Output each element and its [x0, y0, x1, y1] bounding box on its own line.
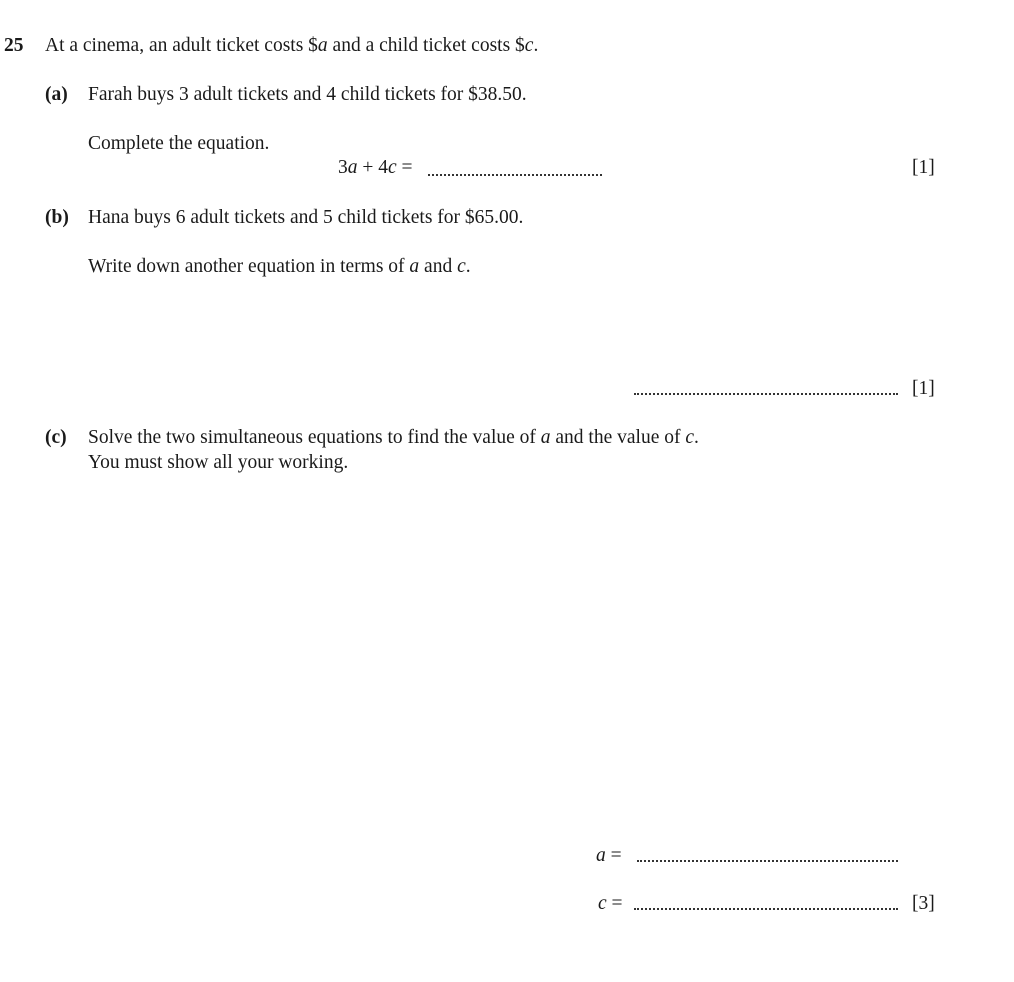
- instr-text-3: .: [465, 256, 471, 277]
- stem-text-2: and a child ticket costs $: [327, 35, 525, 56]
- answer-c-var: c: [598, 893, 607, 914]
- instr-var-c: c: [457, 256, 466, 277]
- part-a-answer-line[interactable]: [428, 174, 602, 176]
- c-text-3: .: [694, 427, 699, 448]
- part-b-label: (b): [45, 207, 69, 228]
- answer-a-label: [596, 846, 622, 866]
- eq-equals: =: [396, 157, 413, 178]
- answer-c-line[interactable]: [634, 908, 898, 910]
- part-b-marks: [1]: [912, 378, 935, 399]
- answer-a-equals: =: [610, 845, 622, 866]
- part-a-text: Farah buys 3 adult tickets and 4 child tickets for $38.50.: [88, 84, 527, 105]
- eq-var-c: c: [388, 157, 397, 178]
- part-a-instruction: Complete the equation.: [88, 133, 270, 154]
- eq-coef-3: 3: [338, 157, 348, 178]
- stem-text-3: .: [533, 35, 539, 56]
- part-b-text: Hana buys 6 adult tickets and 5 child tickets for $65.00.: [88, 207, 524, 228]
- c-var-a: a: [540, 427, 551, 448]
- answer-c-equals: =: [611, 893, 623, 914]
- part-b-answer-line[interactable]: [634, 393, 898, 395]
- part-b-instruction: [88, 257, 471, 277]
- answer-a-var: a: [596, 845, 606, 866]
- eq-plus-4: + 4: [357, 157, 388, 178]
- instr-var-a: a: [409, 256, 420, 277]
- stem-var-c: c: [524, 35, 534, 56]
- part-a-marks: [1]: [912, 157, 935, 178]
- c-text-1: Solve the two simultaneous equations to find the value of: [88, 427, 541, 448]
- c-var-c: c: [685, 427, 694, 448]
- instr-text-1: Write down another equation in terms of: [88, 256, 410, 277]
- part-a-label: (a): [45, 84, 68, 105]
- part-c-line1: [88, 428, 699, 448]
- eq-var-a: a: [347, 157, 358, 178]
- part-c-label: (c): [45, 427, 67, 448]
- answer-c-label: [598, 894, 623, 914]
- answer-a-line[interactable]: [637, 860, 898, 862]
- question-stem: [45, 36, 538, 56]
- stem-text-1: At a cinema, an adult ticket costs $: [45, 35, 318, 56]
- instr-text-2: and: [419, 256, 458, 277]
- part-a-equation: [338, 158, 413, 178]
- part-c-line2: You must show all your working.: [88, 452, 349, 473]
- question-number: 25: [4, 35, 24, 56]
- c-text-2: and the value of: [550, 427, 686, 448]
- stem-var-a: a: [317, 35, 328, 56]
- part-c-marks: [3]: [912, 893, 935, 914]
